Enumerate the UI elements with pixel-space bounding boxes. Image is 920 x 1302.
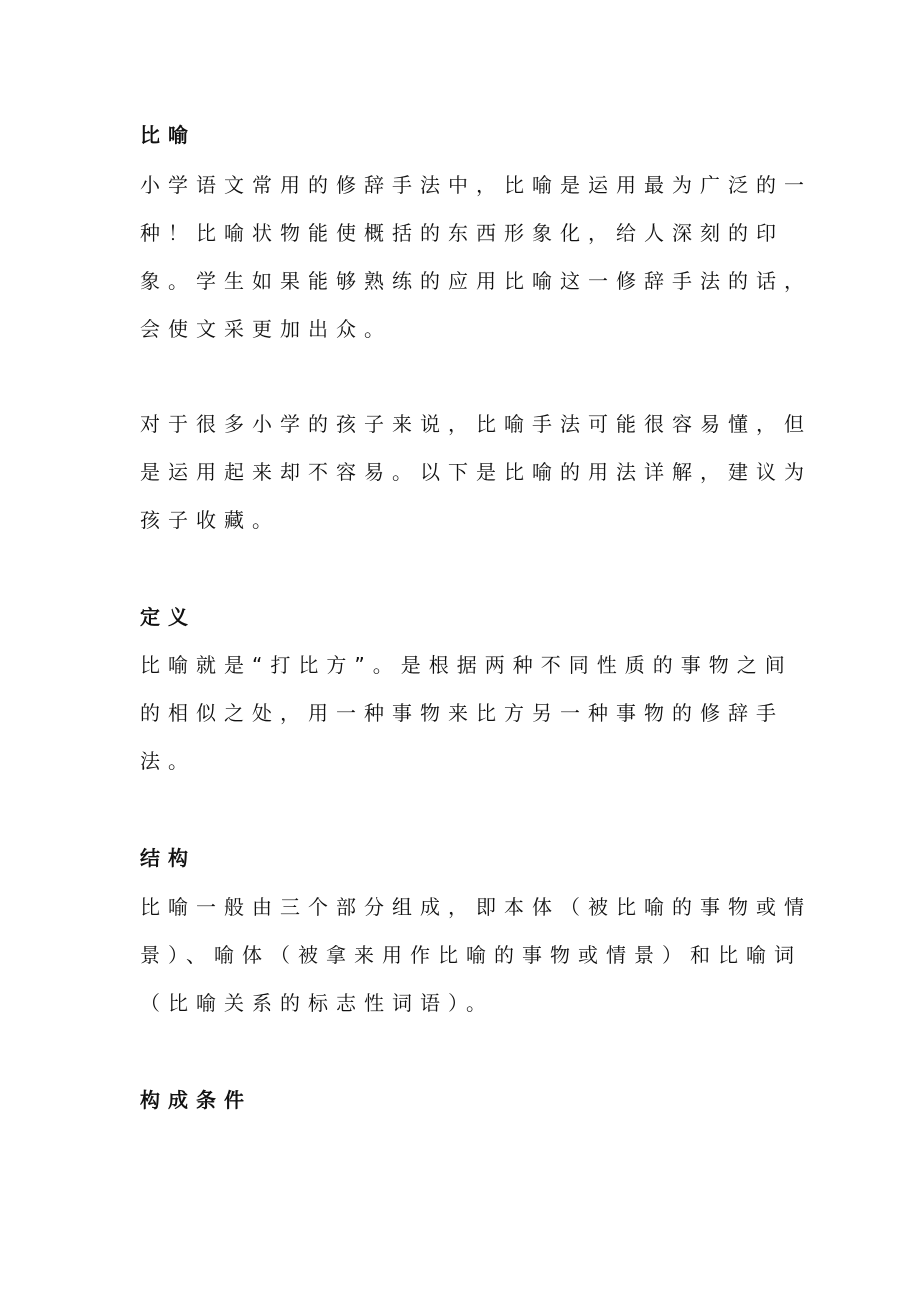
paragraph-line: 孩子收藏。 — [140, 508, 280, 532]
section-heading-structure: 结构 — [140, 846, 196, 870]
paragraph-line: 是运用起来却不容易。以下是比喻的用法详解，建议为 — [140, 460, 812, 484]
paragraph-line: 种！比喻状物能使概括的东西形象化，给人深刻的印 — [140, 221, 784, 245]
paragraph-line: 象。学生如果能够熟练的应用比喻这一修辞手法的话， — [140, 269, 812, 293]
paragraph-line: 比喻一般由三个部分组成，即本体（被比喻的事物或情 — [140, 895, 812, 919]
section-heading-definition: 定义 — [140, 605, 196, 629]
paragraph-line: 比喻就是“打比方”。是根据两种不同性质的事物之间 — [140, 653, 793, 677]
section-heading-conditions: 构成条件 — [140, 1088, 252, 1112]
paragraph-line: （比喻关系的标志性词语）。 — [140, 991, 494, 1015]
paragraph-line: 法。 — [140, 749, 196, 773]
paragraph-line: 景）、喻体（被拿来用作比喻的事物或情景）和比喻词 — [140, 943, 802, 967]
paragraph-line: 对于很多小学的孩子来说，比喻手法可能很容易懂，但 — [140, 412, 812, 436]
paragraph-line: 会使文采更加出众。 — [140, 317, 392, 341]
paragraph-line: 小学语文常用的修辞手法中，比喻是运用最为广泛的一 — [140, 173, 812, 197]
section-heading-metaphor: 比喻 — [140, 123, 196, 147]
paragraph-line: 的相似之处，用一种事物来比方另一种事物的修辞手 — [140, 701, 784, 725]
